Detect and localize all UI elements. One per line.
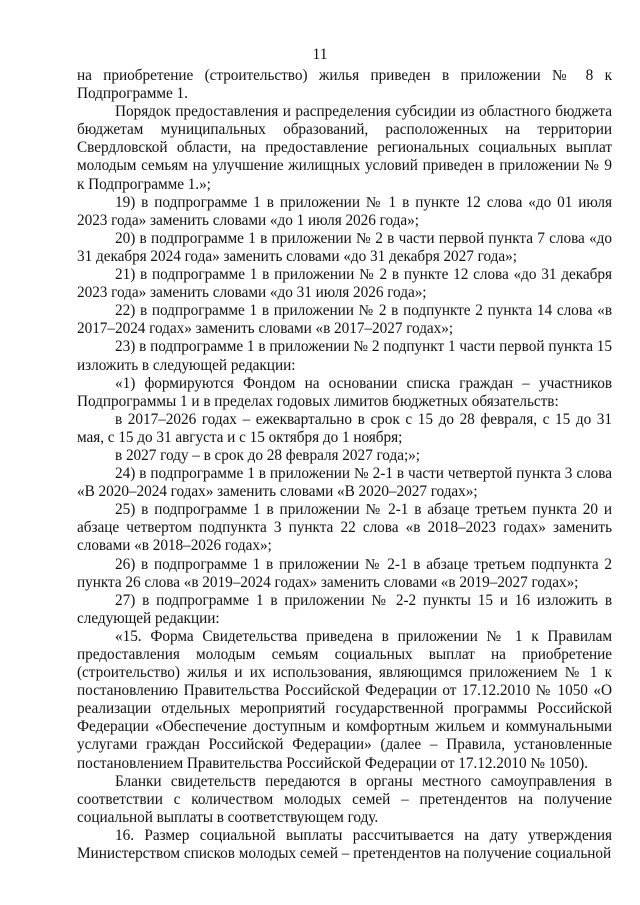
paragraph: 25) в подпрограмме 1 в приложении № 2-1 в абзаце третьем пункта 20 и абзаце четвертом подпункта 3 пункта 22 слова «в 2018–2023 годах» заменить словами «в 2018–2026 годах»; bbox=[77, 501, 612, 555]
paragraph: на приобретение (строительство) жилья приведен в приложении № 8 к Подпрограмме 1. bbox=[77, 67, 612, 103]
paragraph: 19) в подпрограмме 1 в приложении № 1 в пункте 12 слова «до 01 июля 2023 года» заменить словами «до 1 июля 2026 года»; bbox=[77, 193, 612, 229]
document-body bbox=[77, 67, 612, 863]
paragraph: «1) формируются Фондом на основании списка граждан – участников Подпрограммы 1 и в пределах годовых лимитов бюджетных обязательств: bbox=[77, 374, 612, 410]
paragraph: в 2017–2026 годах – ежеквартально в срок с 15 до 28 февраля, с 15 до 31 мая, с 15 до 31 августа и с 15 октября до 1 ноября; bbox=[77, 410, 612, 446]
paragraph: 20) в подпрограмме 1 в приложении № 2 в части первой пункта 7 слова «до 31 декабря 2024 года» заменить словами «до 31 декабря 2027 года»; bbox=[77, 229, 612, 265]
paragraph: 16. Размер социальной выплаты рассчитывается на дату утверждения Министерством списков молодых семей – претендентов на получение социальной bbox=[77, 826, 612, 863]
paragraph: 22) в подпрограмме 1 в приложении № 2 в подпункте 2 пункта 14 слова «в 2017–2024 годах» заменить словами «в 2017–2027 годах»; bbox=[77, 302, 612, 338]
page-number: 11 bbox=[312, 46, 328, 63]
paragraph: «15. Форма Свидетельства приведена в приложении № 1 к Правилам предоставления молодым семьям социальных выплат на приобретение (строительство) жилья и их использования, являющимся приложением № 1 к постановлению Правительства Российской Федерации от 17.12.2010 № 1050 «О реализации отдельных мероприятий государственной программы Российской Федерации «Обеспечение доступным и комфортным жильем и коммунальными услугами граждан Российской Федерации» (далее – Правила, установленные постановлением Правительства Российской Федерации от 17.12.2010 № 1050). bbox=[77, 627, 612, 772]
paragraph: 21) в подпрограмме 1 в приложении № 2 в пункте 12 слова «до 31 декабря 2023 года» заменить словами «до 31 июля 2026 года»; bbox=[77, 266, 612, 302]
paragraph: в 2027 году – в срок до 28 февраля 2027 года;»; bbox=[115, 446, 420, 464]
paragraph: 24) в подпрограмме 1 в приложении № 2-1 в части четвертой пункта 3 слова «В 2020–2024 годах» заменить словами «В 2020–2027 годах»; bbox=[77, 465, 612, 501]
paragraph: Порядок предоставления и распределения субсидии из областного бюджета бюджетам муниципальных образований, расположенных на территории Свердловской области, на предоставление региональных социальных выплат молодым семьям на улучшение жилищных условий приведен в приложении № 9 к Подпрограмме 1.»; bbox=[77, 103, 612, 193]
paragraph: 26) в подпрограмме 1 в приложении № 2-1 в абзаце третьем подпункта 2 пункта 26 слова «в 2019–2024 годах» заменить словами «в 2019–2027 годах»; bbox=[77, 555, 612, 591]
paragraph: 23) в подпрограмме 1 в приложении № 2 подпункт 1 части первой пункта 15 изложить в следующей редакции: bbox=[77, 338, 612, 374]
paragraph: 27) в подпрограмме 1 в приложении № 2-2 пункты 15 и 16 изложить в следующей редакции: bbox=[77, 591, 612, 627]
paragraph: Бланки свидетельств передаются в органы местного самоуправления в соответствии с количеством молодых семей – претендентов на получение социальной выплаты в соответствующем году. bbox=[77, 772, 612, 826]
